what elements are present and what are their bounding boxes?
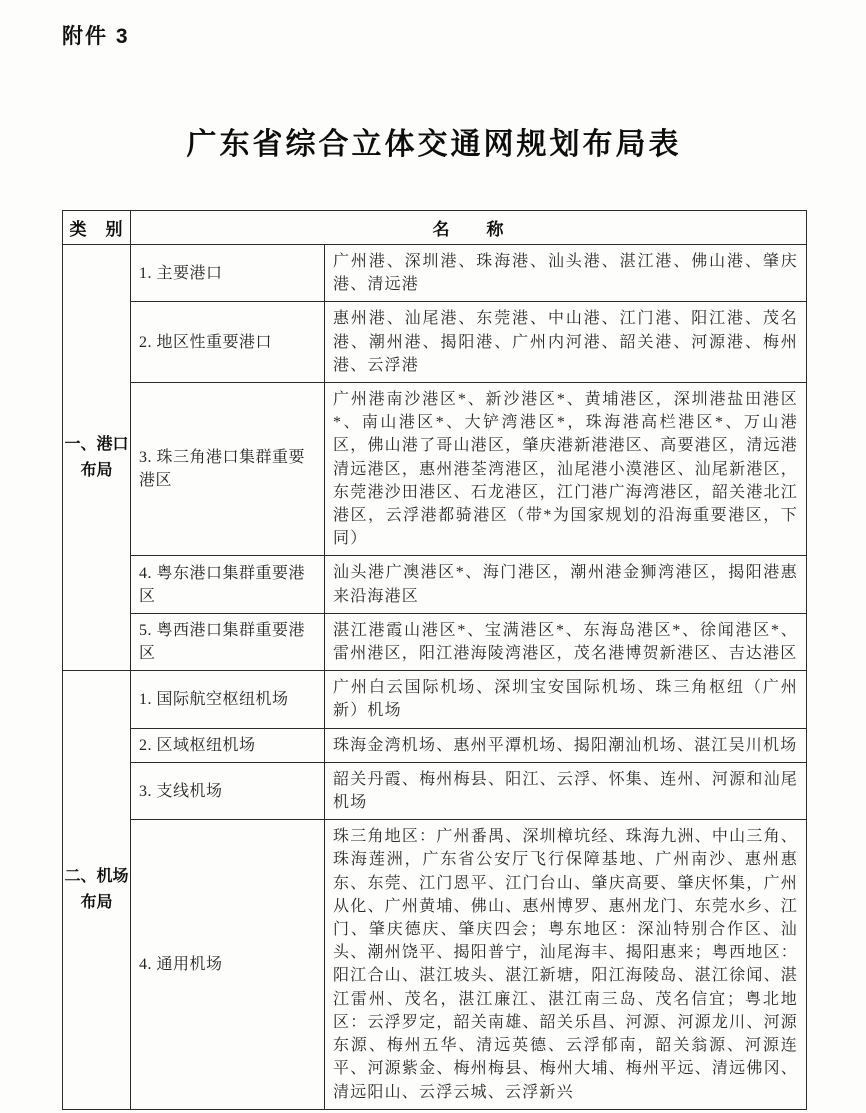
- attachment-label: 附件 3: [62, 25, 130, 48]
- page-title: 广东省综合立体交通网规划布局表: [186, 128, 682, 161]
- row-content-port-prd-cluster: 广州港南沙港区*、新沙港区*、黄埔港区，深圳港盐田港区*、南山港区*、大铲湾港区*，珠海港高栏港区*、万山港区，佛山港了哥山港区，肇庆港新港港区、高要港区，清远港清远港区，惠州港荃湾港区，汕尾港小漠港区、汕尾新港区，东莞港沙田港区、石龙港区，江门港广海湾港区，韶关港北江港区，云浮港都骑港区（带*为国家规划的沿海重要港区，下同）: [325, 383, 807, 556]
- table-row-port-main: [63, 245, 807, 302]
- row-label-airport-international: 1. 国际航空枢纽机场: [131, 671, 325, 728]
- section-category-ports: 一、港口布局: [63, 245, 131, 671]
- row-content-airport-general: 珠三角地区：广州番禺、深圳樟坑经、珠海九洲、中山三角、珠海莲洲，广东省公安厅飞行保障基地、广州南沙、惠州惠东、东莞、江门恩平、江门台山、肇庆高要、肇庆怀集，广州从化、广州黄埔、佛山、惠州博罗、惠州龙门、东莞水乡、江门、肇庆德庆、肇庆四会；粤东地区：深汕特别合作区、汕头、潮州饶平、揭阳普宁，汕尾海丰、揭阳惠来；粤西地区：阳江合山、湛江坡头、湛江新塘，阳江海陵岛、湛江徐闻、湛江雷州、茂名，湛江廉江、湛江南三岛、茂名信宜；粤北地区：云浮罗定，韶关南雄、韶关乐昌、河源、河源龙川、河源东源、梅州五华、清远英德、云浮郁南，韶关翁源、河源连平、河源紫金、梅州梅县、梅州大埔、梅州平远、清远佛冈、清远阳山、云浮云城、云浮新兴: [325, 820, 807, 1109]
- header-category: 类 别: [63, 211, 131, 245]
- row-content-port-west-cluster: 湛江港霞山港区*、宝满港区*、东海岛港区*、徐闻港区*、雷州港区，阳江港海陵湾港区，茂名港博贺新港区、吉达港区: [325, 613, 807, 670]
- table-row-port-west-cluster: [63, 613, 807, 670]
- section-category-airports: 二、机场布局: [63, 671, 131, 1109]
- row-content-airport-international: 广州白云国际机场、深圳宝安国际机场、珠三角枢纽（广州新）机场: [325, 671, 807, 728]
- table-row-port-east-cluster: [63, 556, 807, 613]
- row-label-airport-feeder: 3. 支线机场: [131, 762, 325, 819]
- table-row-port-prd-cluster: [63, 383, 807, 556]
- table-header-row: [63, 211, 807, 245]
- row-label-port-main: 1. 主要港口: [131, 245, 325, 302]
- row-label-port-west-cluster: 5. 粤西港口集群重要港区: [131, 613, 325, 670]
- row-label-port-regional: 2. 地区性重要港口: [131, 302, 325, 383]
- table-row-airport-international: [63, 671, 807, 728]
- row-content-airport-regional-hub: 珠海金湾机场、惠州平潭机场、揭阳潮汕机场、湛江吴川机场: [325, 728, 807, 762]
- row-content-port-regional: 惠州港、汕尾港、东莞港、中山港、江门港、阳江港、茂名港、潮州港、揭阳港、广州内河港、韶关港、河源港、梅州港、云浮港: [325, 302, 807, 383]
- planning-table: [62, 210, 807, 1110]
- header-name: 名 称: [131, 211, 807, 245]
- row-content-port-main: 广州港、深圳港、珠海港、汕头港、湛江港、佛山港、肇庆港、清远港: [325, 245, 807, 302]
- table-row-port-regional: [63, 302, 807, 383]
- row-label-port-prd-cluster: 3. 珠三角港口集群重要港区: [131, 383, 325, 556]
- table-row-airport-feeder: [63, 762, 807, 819]
- row-content-airport-feeder: 韶关丹霞、梅州梅县、阳江、云浮、怀集、连州、河源和汕尾机场: [325, 762, 807, 819]
- table-row-airport-general: [63, 820, 807, 1109]
- table-row-airport-regional-hub: [63, 728, 807, 762]
- row-label-airport-general: 4. 通用机场: [131, 820, 325, 1109]
- row-content-port-east-cluster: 汕头港广澳港区*、海门港区，潮州港金狮湾港区，揭阳港惠来沿海港区: [325, 556, 807, 613]
- row-label-port-east-cluster: 4. 粤东港口集群重要港区: [131, 556, 325, 613]
- row-label-airport-regional-hub: 2. 区域枢纽机场: [131, 728, 325, 762]
